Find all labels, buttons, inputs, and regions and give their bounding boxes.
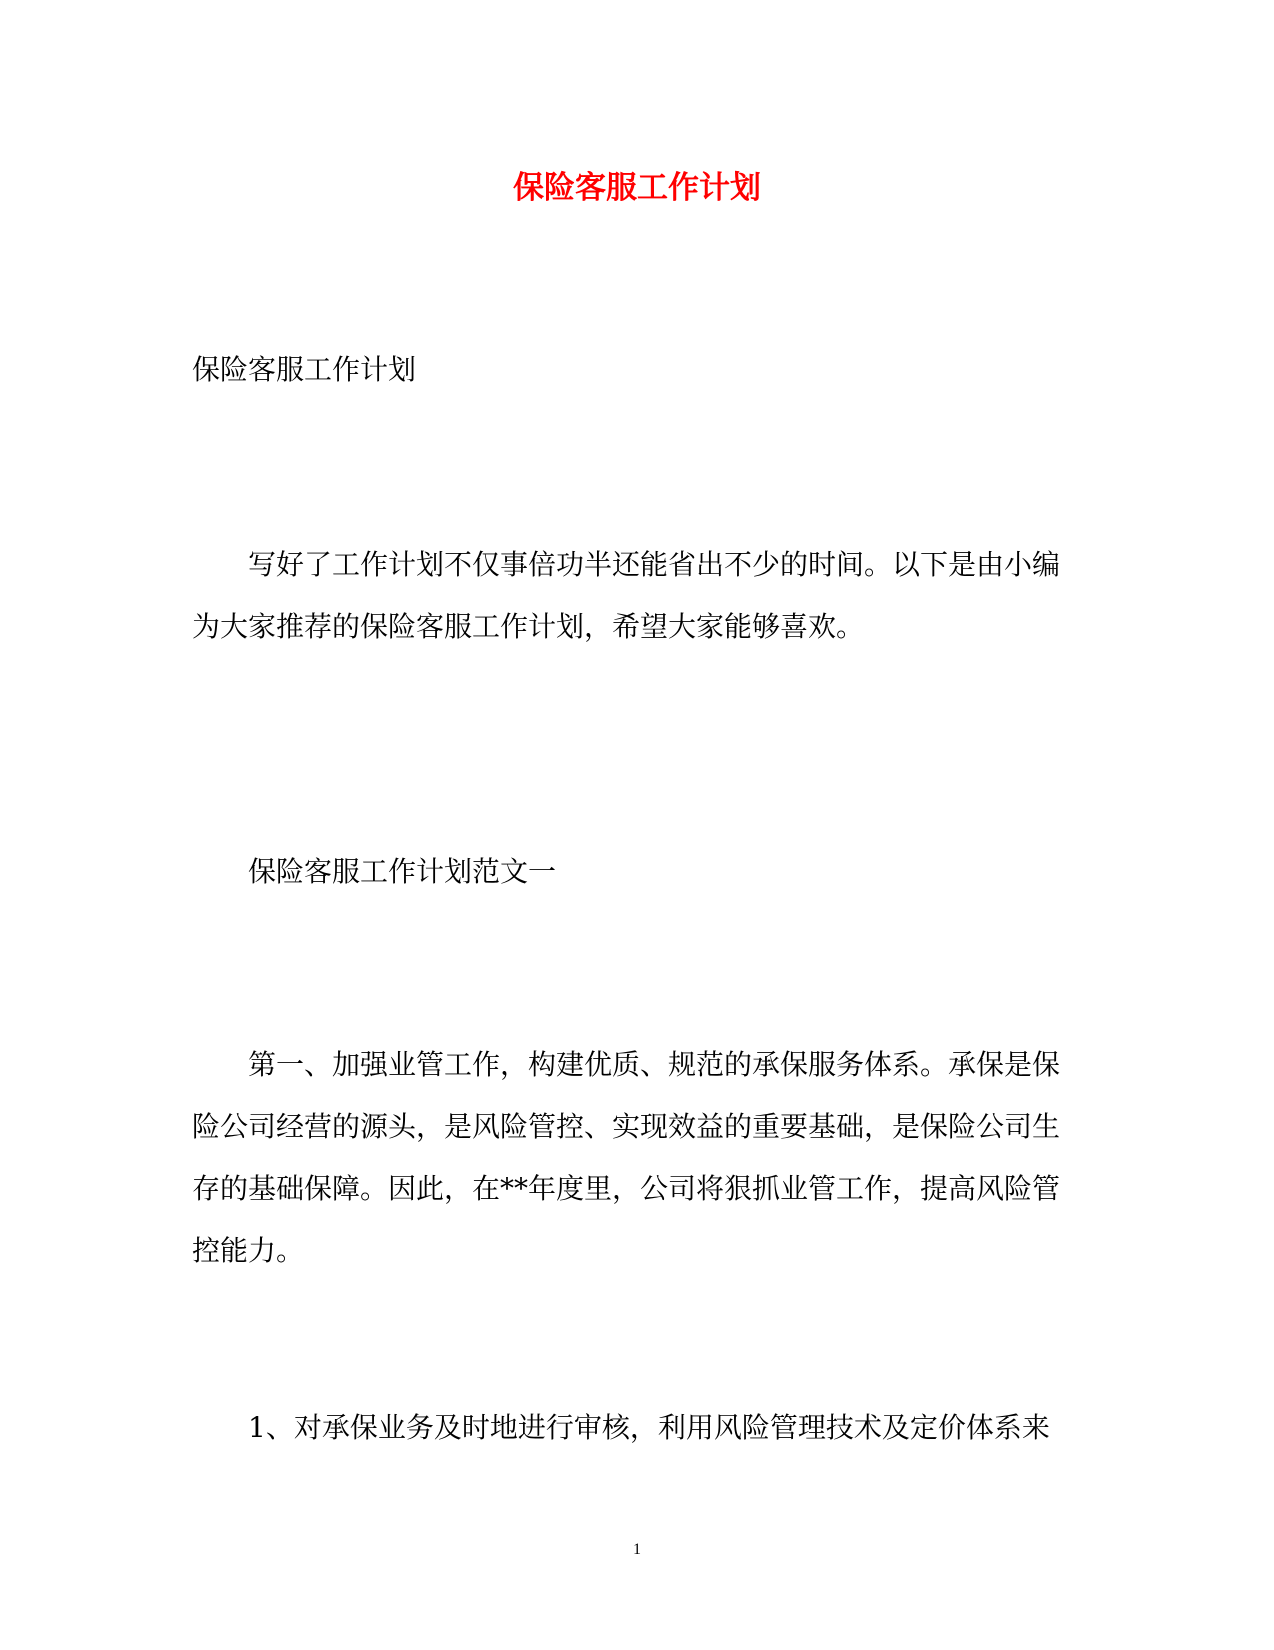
document-subtitle: 保险客服工作计划: [192, 353, 417, 386]
sample-heading: 保险客服工作计划范文一: [248, 855, 557, 888]
page-number: 1: [633, 1541, 641, 1558]
body-paragraph-2: 1、对承保业务及时地进行审核，利用风险管理技术及定价体系来: [248, 1411, 1050, 1444]
intro-paragraph: 写好了工作计划不仅事倍功半还能省出不少的时间。以下是由小编为大家推荐的保险客服工作计划，希望大家能够喜欢。: [192, 548, 1061, 643]
body-paragraph-1: 第一、加强业管工作，构建优质、规范的承保服务体系。承保是保险公司经营的源头，是风险管控、实现效益的重要基础，是保险公司生存的基础保障。因此，在**年度里，公司将狠抓业管工作，提高风险管控能力。: [192, 1048, 1061, 1267]
document-title: 保险客服工作计划: [513, 170, 761, 206]
